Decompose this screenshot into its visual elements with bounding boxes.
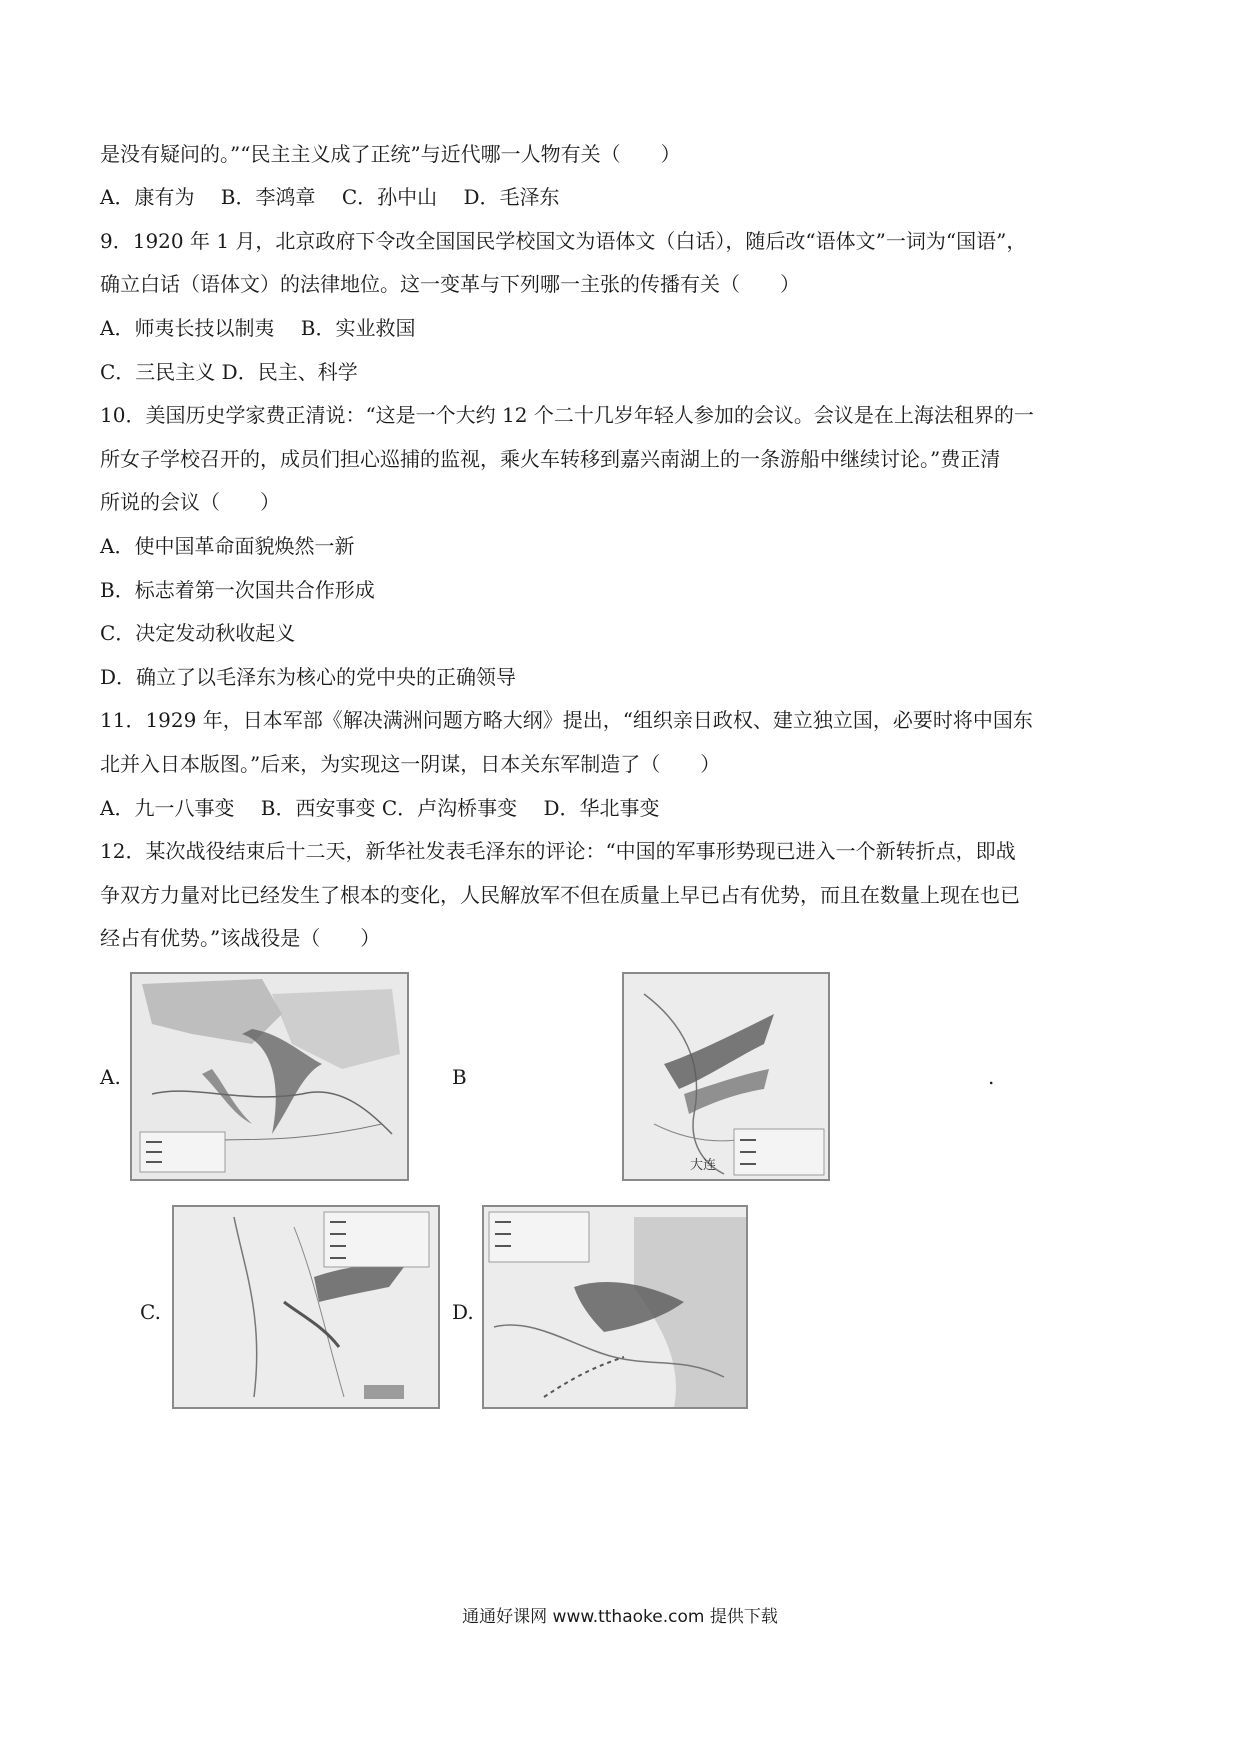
map-b-city-label: 大连	[690, 1158, 717, 1173]
q11-stem-line2: 北并入日本版图。”后来，为实现这一阴谋，日本关东军制造了（ ）	[100, 752, 721, 776]
q10-stem-line3: 所说的会议（ ）	[100, 490, 280, 514]
q9-options-row2: C．三民主义 D．民主、科学	[100, 360, 358, 384]
q10-stem-line1: 10．美国历史学家费正清说：“这是一个大约 12 个二十几岁年轻人参加的会议。会议是在上海法租界的一	[100, 403, 1034, 427]
q10-option-c: C．决定发动秋收起义	[100, 621, 296, 645]
page-footer: 通通好课网 www.tthaoke.com 提供下载	[462, 1607, 778, 1627]
q12-stem-line3: 经占有优势。”该战役是（ ）	[100, 926, 381, 950]
q11-options: A．九一八事变 B．西安事变 C．卢沟桥事变 D．华北事变	[100, 796, 660, 820]
q10-stem-line2: 所女子学校召开的，成员们担心巡捕的监视，乘火车转移到嘉兴南湖上的一条游船中继续讨论。”费正清	[100, 447, 1001, 471]
map-image-d	[482, 1205, 748, 1409]
q12-label-d: D.	[452, 1300, 474, 1324]
q12-label-a: A.	[100, 1065, 121, 1089]
q12-trailing-dot: .	[988, 1065, 995, 1089]
map-image-b	[622, 972, 830, 1181]
map-image-a	[130, 972, 409, 1181]
q10-option-b: B．标志着第一次国共合作形成	[100, 578, 375, 602]
q12-label-c: C.	[140, 1300, 161, 1324]
q8-stem: 是没有疑问的。”“民主主义成了正统”与近代哪一人物有关（ ）	[100, 142, 681, 166]
q12-stem-line1: 12．某次战役结束后十二天，新华社发表毛泽东的评论：“中国的军事形势现已进入一个新转折点，即战	[100, 839, 1016, 863]
q12-stem-line2: 争双方力量对比已经发生了根本的变化，人民解放军不但在质量上早已占有优势，而且在数量上现在也已	[100, 883, 1020, 907]
q9-stem-line1: 9．1920 年 1 月，北京政府下令改全国国民学校国文为语体文（白话），随后改“语体文”一词为“国语”，	[100, 229, 1027, 253]
q8-options: A．康有为 B．李鸿章 C．孙中山 D．毛泽东	[100, 185, 560, 209]
q9-options-row1: A．师夷长技以制夷 B．实业救国	[100, 316, 416, 340]
q12-label-b: B	[452, 1065, 467, 1089]
map-image-c	[172, 1205, 440, 1409]
q9-stem-line2: 确立白话（语体文）的法律地位。这一变革与下列哪一主张的传播有关（ ）	[100, 272, 800, 296]
q10-option-a: A．使中国革命面貌焕然一新	[100, 534, 355, 558]
q11-stem-line1: 11．1929 年，日本军部《解决满洲问题方略大纲》提出，“组织亲日政权、建立独立国，必要时将中国东	[100, 708, 1033, 732]
q10-option-d: D．确立了以毛泽东为核心的党中央的正确领导	[100, 665, 517, 689]
